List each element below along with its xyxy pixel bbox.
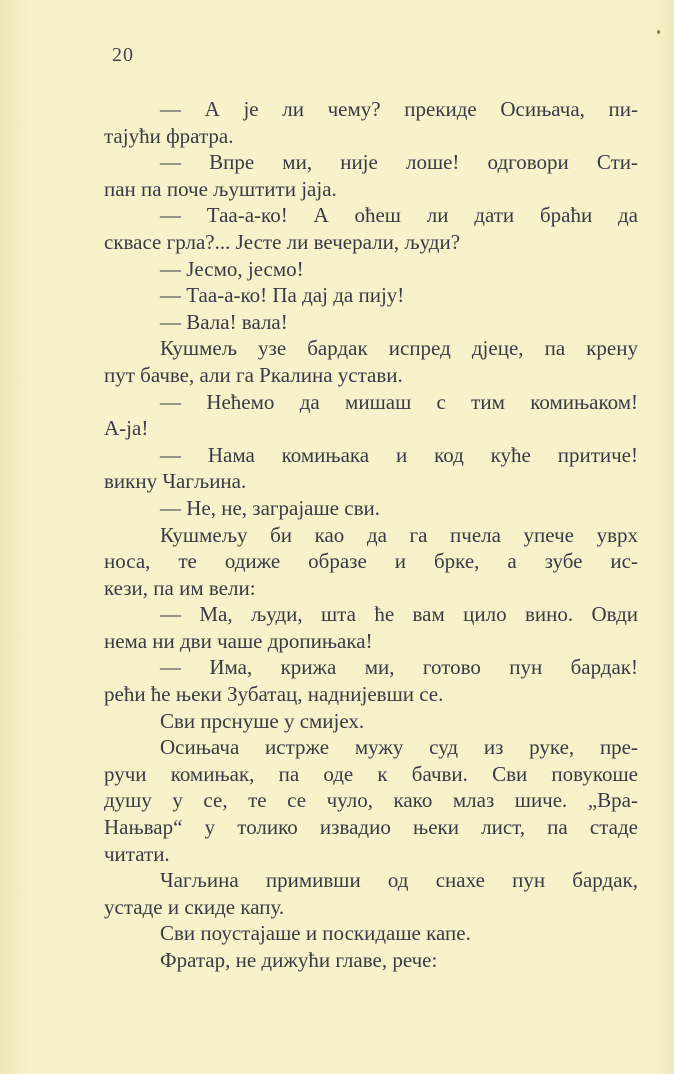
paragraph-line: викну Чагљина. [104, 469, 247, 494]
body-text [104, 96, 638, 974]
paragraph-line: пан па поче љуштити јаја. [104, 176, 337, 201]
paragraph-line: душу у се, те се чуло, како млаз шиче. „Вра- [104, 788, 638, 813]
page-number: 20 [112, 44, 134, 66]
paper-speck [657, 30, 660, 34]
paragraph-first-line: Фратар, не дижући главе, рече: [160, 948, 438, 972]
paragraph-line: нема ни дви чаше дропињака! [104, 628, 373, 653]
paragraph-first-line: — Ма, људи, шта ће вам цило вино. Овди [160, 602, 638, 627]
paragraph-first-line: Сви прснуше у смијех. [160, 708, 365, 733]
paragraph-first-line: Чагљина примивши од снахе пун бардак, [160, 868, 638, 893]
paragraph-line: читати. [104, 841, 170, 866]
paragraph-first-line: — Вала! вала! [160, 309, 288, 334]
paragraph-line: Нањвар“ у толико извадио њеки лист, па стаде [104, 815, 638, 840]
paragraph-first-line: Сви поустајаше и поскидаше капе. [160, 921, 471, 946]
paragraph-line: рећи ће њеки Зубатац, наднијевши се. [104, 682, 444, 707]
paragraph-first-line: — Нећемо да мишаш с тим комињаком! [160, 389, 638, 414]
paragraph-line: пут бачве, али га Ркалина устави. [104, 362, 403, 387]
paragraph-line: носа, те одиже образе и брке, а зубе ис- [104, 549, 638, 574]
paragraph-line: тајући фратра. [104, 123, 234, 148]
paragraph-first-line: — Има, крижа ми, готово пун бардак! [160, 655, 638, 680]
paragraph-first-line: Кушмељ узе бардак испред дјеце, па крену [160, 336, 638, 361]
paragraph-first-line: — Впре ми, није лоше! одговори Сти- [160, 150, 638, 175]
paragraph-first-line: Осињача истрже мужу суд из руке, пре- [160, 735, 638, 760]
paragraph-first-line: — Таа-а-ко! А оћеш ли дати браћи да [160, 203, 638, 228]
paragraph-first-line: — А је ли чему? прекиде Осињача, пи- [160, 97, 638, 121]
paragraph-line: устаде и скиде капу. [104, 894, 285, 919]
paragraph-line: А-ја! [104, 416, 149, 441]
paragraph-line: сквасе грла?... Јесте ли вечерали, људи? [104, 229, 461, 254]
paragraph-line: кези, па им вели: [104, 575, 256, 600]
paragraph-line: ручи комињак, па оде к бачви. Сви повукоше [104, 761, 638, 786]
paragraph-first-line: — Таа-а-ко! Па дај да пију! [160, 283, 405, 308]
paragraph-first-line: — Нама комињака и код куће притиче! [160, 442, 638, 467]
paragraph-first-line: — Јесмо, јесмо! [160, 256, 304, 281]
paragraph-first-line: Кушмељу би као да га пчела упече уврх [160, 522, 638, 547]
paragraph-first-line: — Не, не, заграјаше сви. [160, 495, 380, 520]
